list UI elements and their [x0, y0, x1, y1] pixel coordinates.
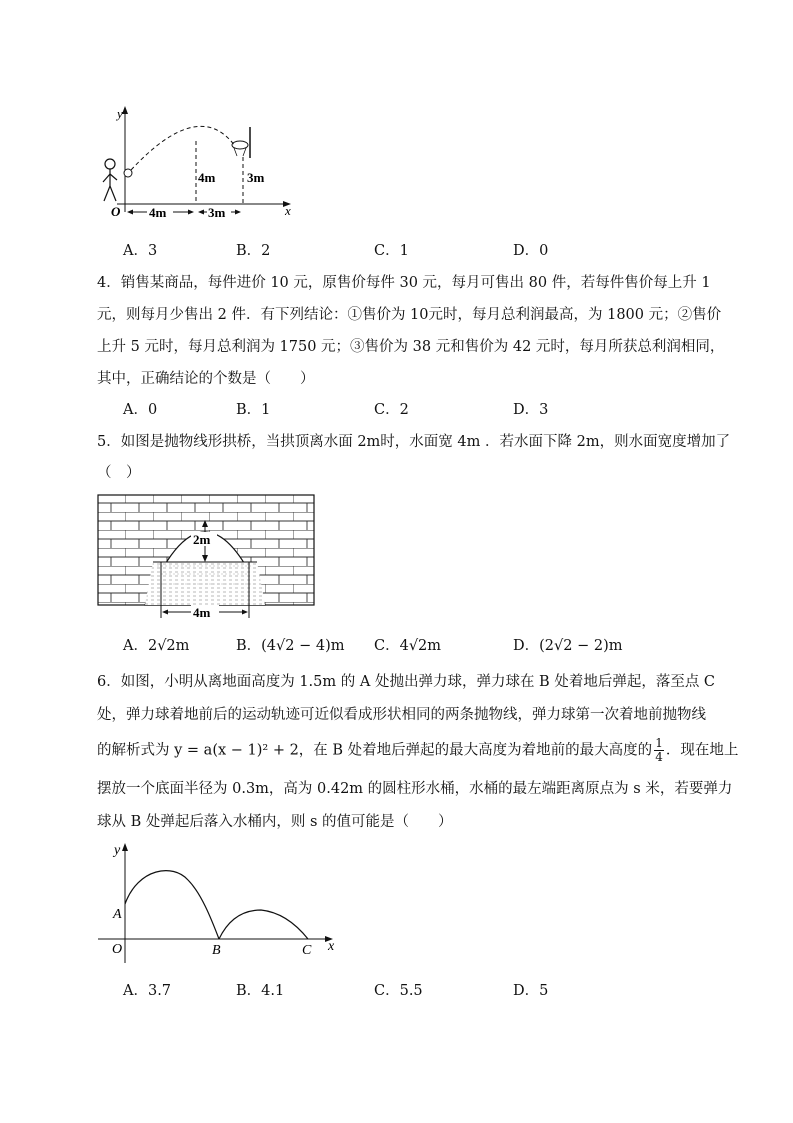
q4-text-line: 其中，正确结论的个数是（ ） — [97, 371, 315, 387]
q6-option-c[interactable]: C．5.5 — [374, 983, 423, 999]
q5-option-a[interactable]: A．2√2m — [123, 638, 190, 654]
q6-origin-label: O — [112, 942, 123, 957]
arch-width-label: 4m — [193, 605, 211, 620]
point-c-label: C — [302, 943, 312, 958]
q4-text-line: 上升 5 元时，每月总利润为 1750 元；③售价为 38 元和售价为 42 元时，每月所获总利润相同， — [97, 339, 725, 355]
q3-figure — [95, 100, 310, 225]
q6-bounce-figure — [98, 838, 343, 963]
trajectory-curve — [131, 126, 235, 170]
q6-text-line: 6．如图，小明从离地面高度为 1.5m 的 A 处抛出弹力球，弹力球在 B 处着地后弹起，落至点 C — [97, 674, 716, 690]
q3-option-a[interactable]: A．3 — [123, 243, 158, 259]
q3-height-4m: 4m — [198, 170, 216, 185]
q6-formula-text: 的解析式为 y = a(x − 1)² + 2，在 B 处着地后弹起的最大高度为着地前的最大高度的 — [97, 742, 653, 759]
q3-dist-3m: 3m — [208, 205, 226, 220]
second-parabola — [219, 910, 308, 939]
q3-option-b[interactable]: B．2 — [236, 243, 271, 259]
q6-option-b[interactable]: B．4.1 — [236, 983, 285, 999]
water-area — [145, 562, 265, 605]
q6-text-line: 处，弹力球着地前后的运动轨迹可近似看成形状相同的两条抛物线，弹力球第一次着地前抛物线 — [97, 707, 706, 723]
q4-option-d[interactable]: D．3 — [513, 402, 549, 418]
q5-option-c[interactable]: C．4√2m — [374, 638, 442, 654]
q5-text-line: （ ） — [97, 465, 141, 481]
q4-option-c[interactable]: C．2 — [374, 402, 409, 418]
first-parabola — [125, 871, 219, 939]
point-a-label: A — [113, 907, 122, 922]
q6-option-a[interactable]: A．3.7 — [123, 983, 172, 999]
q4-option-b[interactable]: B．1 — [236, 402, 271, 418]
q6-x-axis-label: x — [328, 939, 335, 954]
q5-text-line: 5．如图是抛物线形拱桥，当拱顶离水面 2m时，水面宽 4m ．若水面下降 2m，则水面宽度增加了 — [97, 434, 731, 450]
q6-formula-tail: ．现在地上 — [665, 742, 739, 759]
q6-text-line — [97, 737, 738, 764]
q6-option-d[interactable]: D．5 — [513, 983, 549, 999]
q5-option-b[interactable]: B．(4√2 − 4)m — [236, 638, 345, 654]
q3-option-d[interactable]: D．0 — [513, 243, 549, 259]
q6-text-line: 摆放一个底面半径为 0.3m，高为 0.42m 的圆柱形水桶，水桶的最左端距离原点为 s 米，若要弹力 — [97, 781, 733, 797]
fraction-one-quarter: $\frac{1}{4}$ — [655, 736, 663, 764]
ball — [124, 169, 132, 177]
q3-option-c[interactable]: C．1 — [374, 243, 409, 259]
person-figure — [103, 159, 117, 201]
q6-text-line: 球从 B 处弹起后落入水桶内，则 s 的值可能是（ ） — [97, 814, 453, 830]
hoop — [232, 141, 248, 149]
q4-option-a[interactable]: A．0 — [123, 402, 158, 418]
q4-text-line: 元，则每月少售出 2 件．有下列结论：①售价为 10元时，每月总利润最高，为 1800 元；②售价 — [97, 307, 722, 323]
arch-bridge-figure — [97, 494, 315, 622]
point-b-label: B — [212, 943, 221, 958]
q3-dist-4m: 4m — [149, 205, 167, 220]
q3-x-axis-label: x — [285, 203, 291, 218]
arch-height-label: 2m — [193, 532, 211, 547]
q3-height-3m: 3m — [247, 170, 265, 185]
q6-y-axis-label: y — [114, 843, 121, 858]
q3-origin-label: O — [111, 204, 121, 219]
q4-text-line: 4．销售某商品，每件进价 10 元，原售价每件 30 元，每月可售出 80 件，若每件售价每上升 1 — [97, 275, 711, 291]
q3-y-axis-label: y — [117, 106, 123, 121]
q5-option-d[interactable]: D．(2√2 − 2)m — [513, 638, 623, 654]
